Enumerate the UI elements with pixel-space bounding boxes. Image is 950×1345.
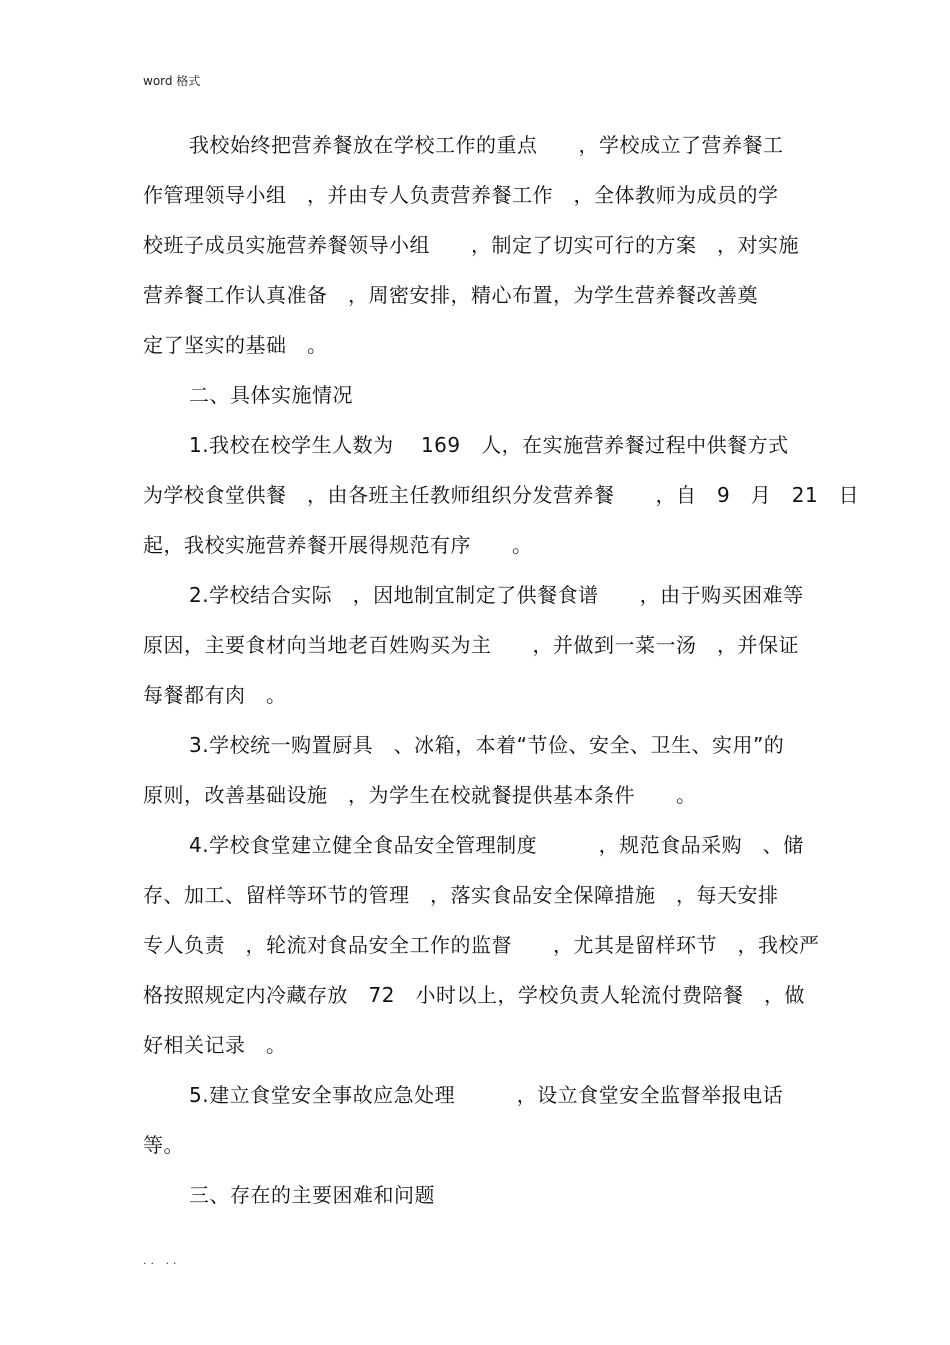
text-line: 定了坚实的基础 。	[143, 333, 328, 357]
text-line: 为学校食堂供餐 ，由各班主任教师组织分发营养餐 ，自 9 月 21 日	[143, 483, 860, 507]
list-item-4	[143, 820, 820, 1070]
text-line: 等。	[143, 1133, 184, 1157]
text-line: 1.我校在校学生人数为 169 人，在实施营养餐过程中供餐方式	[189, 433, 789, 457]
text-line: 起，我校实施营养餐开展得规范有序 。	[143, 533, 533, 557]
text-line: 校班子成员实施营养餐领导小组 ，制定了切实可行的方案 ，对实施	[143, 233, 799, 257]
text-line: 专人负责 ，轮流对食品安全工作的监督 ，尤其是留样环节 ，我校严	[143, 933, 820, 957]
text-line: 3.学校统一购置厨具 、冰箱，本着“节俭、安全、卫生、实用”的	[189, 733, 785, 757]
text-line: 我校始终把营养餐放在学校工作的重点 ，学校成立了营养餐工	[189, 133, 784, 157]
text-line: 每餐都有肉 。	[143, 683, 287, 707]
list-item-1	[143, 420, 860, 570]
text-line: 存、加工、留样等环节的管理 ，落实食品安全保障措施 ，每天安排	[143, 883, 779, 907]
section-heading-3	[143, 1170, 807, 1220]
text-line: 营养餐工作认真准备 ，周密安排，精心布置，为学生营养餐改善奠	[143, 283, 758, 307]
list-item-5	[143, 1070, 807, 1170]
heading-text: 三、存在的主要困难和问题	[189, 1183, 435, 1207]
document-body	[143, 120, 860, 1220]
text-line: 2.学校结合实际 ，因地制宜制定了供餐食谱 ，由于购买困难等	[189, 583, 804, 607]
heading-text: 二、具体实施情况	[189, 383, 353, 407]
text-line: 好相关记录 。	[143, 1033, 287, 1057]
text-line: 作管理领导小组 ，并由专人负责营养餐工作 ，全体教师为成员的学	[143, 183, 779, 207]
text-line: 原因，主要食材向当地老百姓购买为主 ，并做到一菜一汤 ，并保证	[143, 633, 799, 657]
text-line: 格按照规定内冷藏存放 72 小时以上，学校负责人轮流付费陪餐 ，做	[143, 983, 805, 1007]
text-line: 5.建立食堂安全事故应急处理 ，设立食堂安全监督举报电话	[189, 1083, 784, 1107]
text-line: 原则，改善基础设施 ，为学生在校就餐提供基本条件 。	[143, 783, 697, 807]
text-line: 4.学校食堂建立健全食品安全管理制度 ，规范食品采购 、储	[189, 833, 804, 857]
list-item-3	[143, 720, 807, 820]
page-footer: .. ..	[143, 1254, 181, 1267]
page-header: word 格式	[143, 74, 201, 88]
paragraph-intro	[143, 120, 807, 370]
section-heading-2	[143, 370, 807, 420]
list-item-2	[143, 570, 807, 720]
